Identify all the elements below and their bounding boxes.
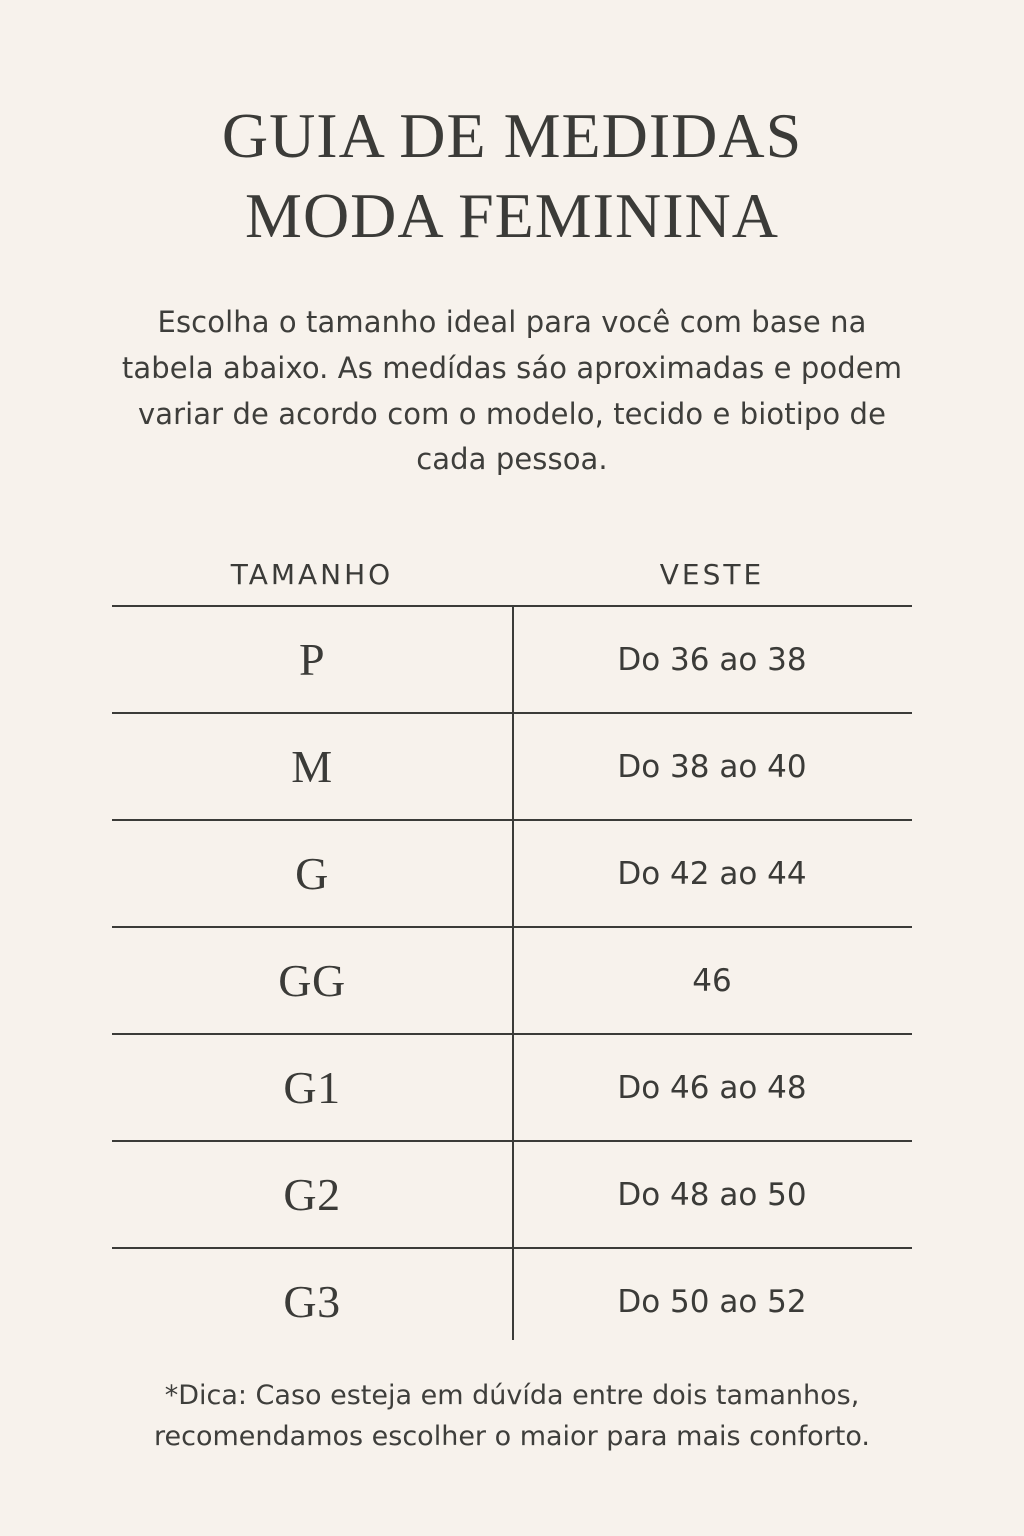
cell-size: G2 xyxy=(283,1169,341,1221)
cell-size: GG xyxy=(278,955,346,1007)
footnote: *Dica: Caso esteja em dúvída entre dois tamanhos, recomendamos escolher o maior para mais conforto. xyxy=(154,1380,870,1452)
cell-fit: Do 36 ao 38 xyxy=(617,641,807,678)
table-body xyxy=(112,605,912,1354)
cell-fit: 46 xyxy=(692,962,732,999)
cell-fit: Do 46 ao 48 xyxy=(617,1069,807,1106)
cell-size: G1 xyxy=(283,1062,341,1114)
cell-fit: Do 42 ao 44 xyxy=(617,855,807,892)
cell-size: M xyxy=(291,741,333,793)
column-divider xyxy=(512,607,514,1340)
intro-paragraph: Escolha o tamanho ideal para você com base na tabela abaixo. As medídas sáo aproximadas e podem variar de acordo com o modelo, tecido e biotipo de cada pessoa. xyxy=(121,305,903,477)
cell-fit: Do 48 ao 50 xyxy=(617,1176,807,1213)
column-header-fit: VESTE xyxy=(659,558,765,592)
cell-size: P xyxy=(298,634,326,686)
column-header-size: TAMANHO xyxy=(230,558,394,592)
page-title xyxy=(221,100,803,251)
size-table xyxy=(112,558,912,1354)
cell-fit: Do 50 ao 52 xyxy=(617,1283,807,1320)
table-header-row xyxy=(112,558,912,605)
cell-size: G3 xyxy=(283,1276,341,1328)
page-title-line-1: GUIA DE MEDIDAS xyxy=(221,100,803,171)
cell-size: G xyxy=(295,848,329,900)
cell-fit: Do 38 ao 40 xyxy=(617,748,807,785)
page-title-line-2: MODA FEMININA xyxy=(245,180,779,251)
